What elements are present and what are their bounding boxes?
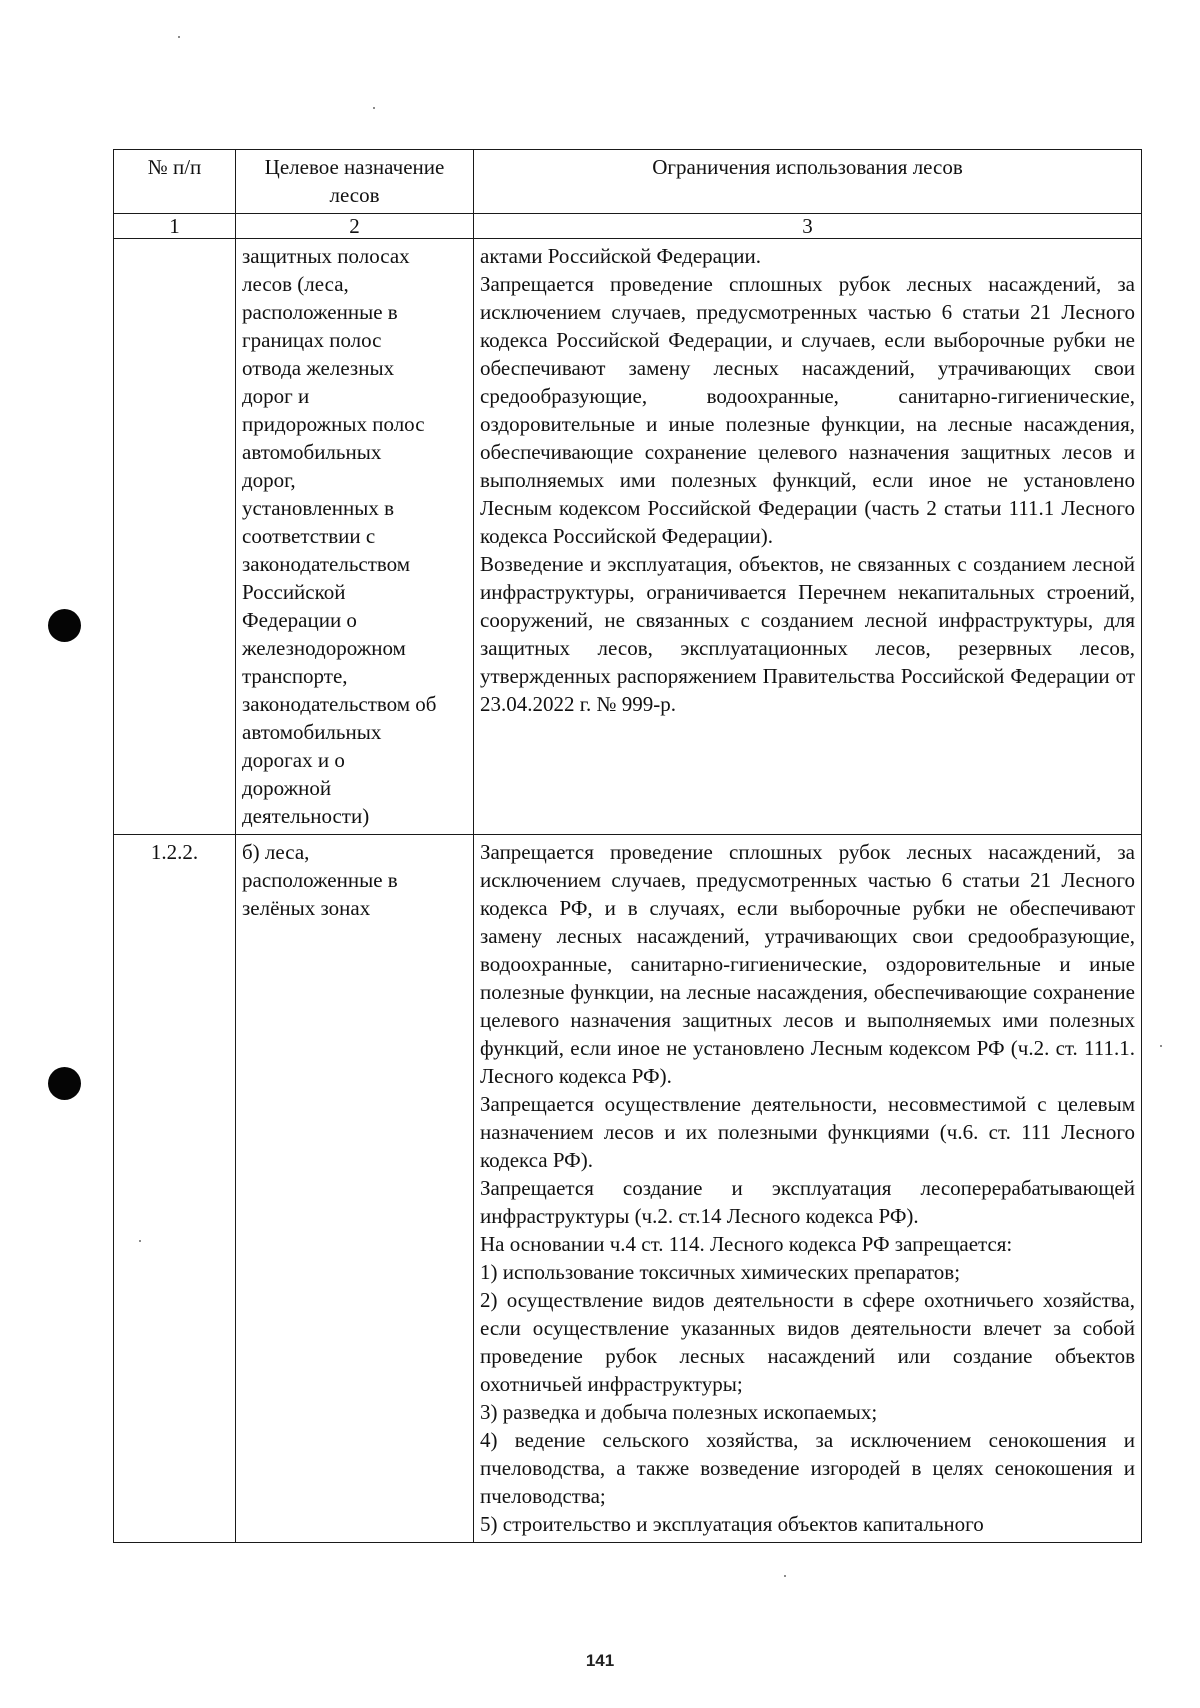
table-row [114, 835, 1142, 1543]
header-col-restrictions: Ограничения использования лесов [474, 150, 1142, 214]
binder-hole-mark [48, 1067, 81, 1100]
header-col-purpose: Целевое назначение лесов [236, 150, 474, 214]
forest-purpose-cell: б) леса, расположенные в зелёных зонах [236, 835, 474, 1543]
scan-speck [178, 36, 180, 38]
column-number: 3 [474, 214, 1142, 239]
binder-hole-mark [48, 609, 81, 642]
scan-speck [784, 1575, 786, 1577]
row-number: 1.2.2. [114, 835, 236, 1543]
restriction-paragraph: Запрещается проведение сплошных рубок лесных насаждений, за исключением случаев, предусмотренных частью 6 статьи 21 Лесного кодекса Российской Федерации, и случаев, если выборочные рубки не обеспечивают замену лесных насаждений, утрачивающих свои средообразующие, водоохранные, санитарно-гигиенические, оздоровительные и иные полезные функции, на лесные насаждения, обеспечивающие сохранение целевого назначения защитных лесов и выполняемых ими полезных функций, если иное не установлено Лесным кодексом Российской Федерации (часть 2 статьи 111.1 Лесного кодекса Российской Федерации). [480, 272, 1135, 548]
restriction-paragraph: Запрещается проведение сплошных рубок лесных насаждений, за исключением случаев, предусмотренных частью 6 статьи 21 Лесного кодекса РФ, и в случаях, если выборочные рубки не обеспечивают замену лесных насаждений, утрачивающих свои средообразующие, водоохранные, санитарно-гигиенические, оздоровительные и иные полезные функции, на лесные насаждения, обеспечивающие сохранение целевого назначения защитных лесов и выполняемых ими полезных функций, если иное не установлено Лесным кодексом РФ (ч.2. ст. 111.1. Лесного кодекса РФ). [480, 840, 1135, 1088]
row-number [114, 239, 236, 835]
table-row [114, 239, 1142, 835]
restriction-paragraph: На основании ч.4 ст. 114. Лесного кодекса РФ запрещается: [480, 1232, 1013, 1256]
header-col-number: № п/п [114, 150, 236, 214]
restriction-paragraph: Запрещается осуществление деятельности, несовместимой с целевым назначением лесов и их полезными функциями (ч.6. ст. 111 Лесного кодекса РФ). [480, 1092, 1135, 1172]
restriction-list-item: 2) осуществление видов деятельности в сфере охотничьего хозяйства, если осуществление указанных видов деятельности влечет за собой проведение рубок лесных насаждений или создание объектов охотничьей инфраструктуры; [480, 1288, 1135, 1396]
restriction-list-item: 1) использование токсичных химических препаратов; [480, 1260, 961, 1284]
table-header-row [114, 150, 1142, 214]
restrictions-cell [474, 835, 1142, 1543]
restrictions-cell [474, 239, 1142, 835]
restriction-list-item: 5) строительство и эксплуатация объектов капитального [480, 1512, 984, 1536]
restriction-list-item: 4) ведение сельского хозяйства, за исключением сенокошения и пчеловодства, а также возведение изгородей в целях сенокошения и пчеловодства; [480, 1428, 1135, 1508]
restriction-paragraph: Запрещается создание и эксплуатация лесоперерабатывающей инфраструктуры (ч.2. ст.14 Лесного кодекса РФ). [480, 1176, 1135, 1228]
restriction-list-item: 3) разведка и добыча полезных ископаемых; [480, 1400, 878, 1424]
scan-speck [1160, 1045, 1162, 1047]
column-number: 1 [114, 214, 236, 239]
restriction-paragraph: актами Российской Федерации. [480, 244, 761, 268]
restriction-paragraph: Возведение и эксплуатация, объектов, не связанных с созданием лесной инфраструктуры, ограничивается Перечнем некапитальных строений, сооружений, не связанных с созданием лесной инфраструктуры, для защитных лесов, эксплуатационных лесов, резервных лесов, утвержденных распоряжением Правительства Российской Федерации от 23.04.2022 г. № 999-р. [480, 552, 1135, 716]
page-number: 141 [585, 1651, 615, 1670]
restrictions-table [113, 149, 1142, 1543]
forest-purpose-cell: защитных полосах лесов (леса, расположенные в границах полос отвода железных дорог и придорожных полос автомобильных дорог, установленных в соответствии с законодательством Российской Федерации о железнодорожном транспорте, законодательством об автомобильных дорогах и о дорожной деятельности) [236, 239, 474, 835]
scan-speck [373, 107, 375, 109]
column-number: 2 [236, 214, 474, 239]
column-number-row [114, 214, 1142, 239]
